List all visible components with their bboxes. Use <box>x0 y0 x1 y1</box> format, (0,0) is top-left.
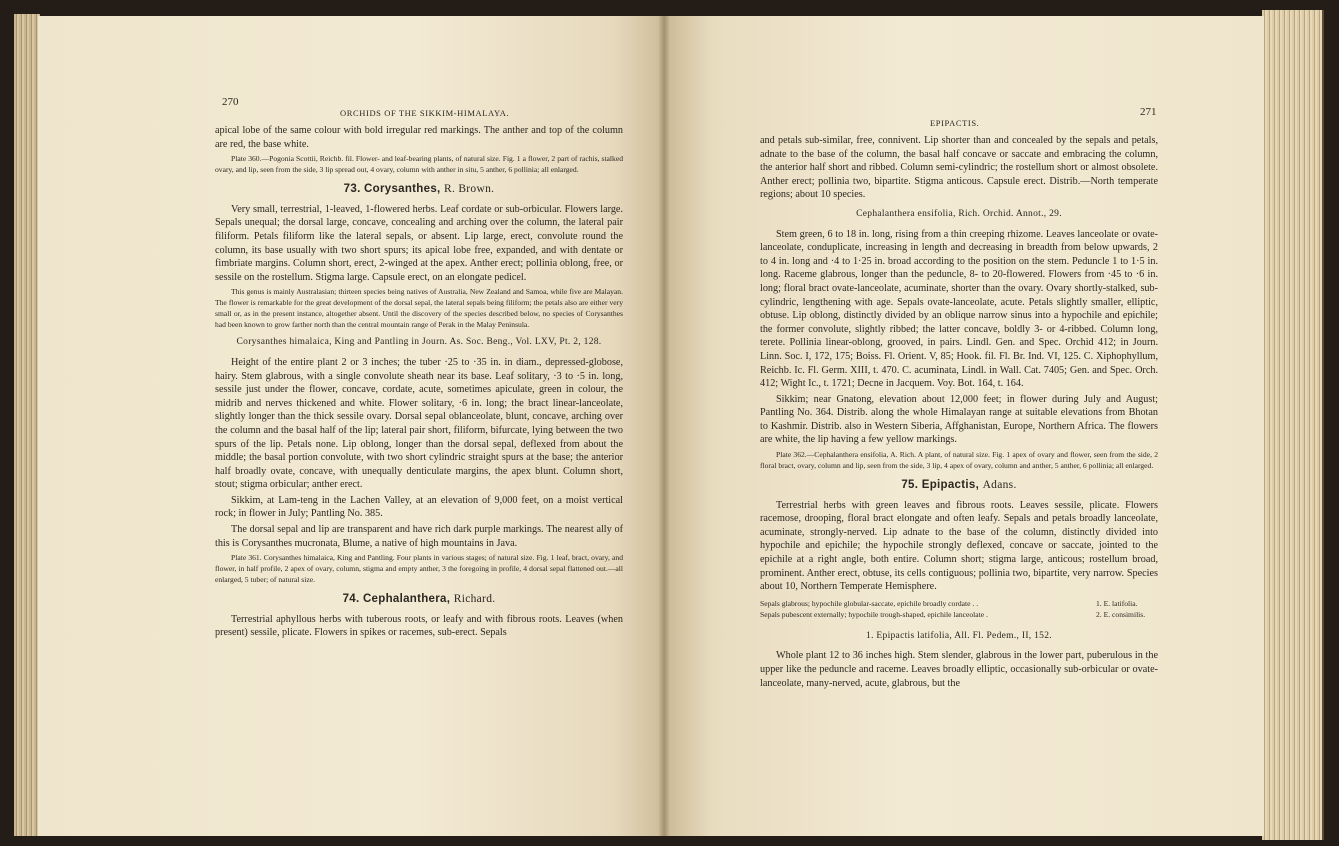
genus-author: Adans. <box>982 479 1017 492</box>
genus-heading <box>215 593 623 607</box>
genus-description: Very small, terrestrial, 1-leaved, 1-flowered herbs. Leaf cordate or sub-orbicular. Flowers large. Sepals unequal; the dorsal large, concave, concealing and arching over the column, the lateral pair filiform. Petals filiform like the lateral sepals, or absent. Lip large, erect, convolute round the column, its base usually with two short spurs; its apical lobe free, expanded, and with dentate or fimbriate margins. Column short, erect, 2-winged at the apex. Anther erect; pollinia oblong, free, or sessile on the rostellum. Stigma large. Capsule erect, on an elongate pedicel. <box>215 203 623 283</box>
genus-description: Terrestrial herbs with green leaves and fibrous roots. Leaves sessile, plicate. Flowers racemose, drooping, floral bract elongate and often leafy. Sepals and petals broadly lanceolate, acuminate, strongly-nerved. Lip adnate to the base of the column, distinctly divided into hypochile and epichile; the hypochile strongly deflexed, concave or saccate, jointed to the epichile at a right angle, both entire. Column short; stigma large, anticous; rostellum broad, prominent. Anther erect, obtuse, its cells contiguous; pollinia two, bipartite, very narrow. Species about 10, Northern Temperate Hemisphere. <box>760 499 1158 593</box>
plate-caption: Plate 362.—Cephalanthera ensifolia, A. Rich. A plant, of natural size. Fig. 1 apex of ovary and flower, seen from the side, 2 floral bract, ovary, column and lip, seen from the side, 3 lip, 4 apex of ovary, column and anther, 5 anther, 6 pollinia; all enlarged. <box>760 450 1158 471</box>
genus-author: R. Brown. <box>444 183 495 196</box>
left-page-text <box>215 124 623 642</box>
left-page-number: 270 <box>222 96 239 108</box>
species-description: Whole plant 12 to 36 inches high. Stem slender, glabrous in the lower part, puberulous in the upper like the peduncle and raceme. Leaves broadly elliptic, occasionally sub-orbicular or ovate-lanceolate, many-nerved, acute, glabrous, but the <box>760 650 1158 689</box>
genus-note: This genus is mainly Australasian; thirteen species being natives of Australia, New Zealand and Samoa, while five are Malayan. The flower is remarkable for the great development of the dorsal sepal, the lateral sepals being filiform; the petals also are either very small or, as in the present instance, altogether absent. Until the discovery of the species described below, no species of Corysanthes had been known to grow farther north than the central mountain range of Perak in the Malay Peninsula. <box>215 287 623 330</box>
key-species: 2. E. consimilis. <box>1096 609 1146 619</box>
left-page-edges <box>14 14 40 836</box>
key-row <box>760 609 1158 620</box>
key-row <box>760 598 1158 609</box>
right-page-edges <box>1262 10 1324 840</box>
species-note: The dorsal sepal and lip are transparent and have rich dark purple markings. The nearest ally of this is Corysanthes mucronata, Blume, a native of high mountains in Java. <box>215 524 623 549</box>
book-gutter <box>658 16 670 836</box>
species-locality: Sikkim; near Gnatong, elevation about 12,000 feet; in flower during July and August; Pantling No. 364. Distrib. along the whole Himalayan range at suitable elevations from Bhotan to Kashmir. Distrib. also in Western Siberia, Affghanistan, Europe, Northern Africa. The flowers are white, the lip having a few yellow markings. <box>760 393 1158 446</box>
right-running-head: EPIPACTIS. <box>930 118 980 128</box>
right-page-number: 271 <box>1140 106 1157 118</box>
right-page-text <box>760 134 1158 692</box>
genus-heading <box>760 479 1158 493</box>
genus-description: Terrestrial aphyllous herbs with tuberous roots, or leafy and with fibrous roots. Leaves (when present) sessile, plicate. Flowers in spikes or racemes, sub-erect. Sepals <box>215 613 623 639</box>
key-species: 1. E. latifolia. <box>1096 598 1138 608</box>
genus-heading <box>215 183 623 197</box>
key-text: Sepals pubescent externally; hypochile trough-shaped, epichile lanceolate . <box>760 609 988 619</box>
species-heading: 1. Epipactis latifolia, All. Fl. Pedem., II, 152. <box>866 630 1052 641</box>
species-description: Stem green, 6 to 18 in. long, rising from a thin creeping rhizome. Leaves lanceolate or ovate-lanceolate, conduplicate, increasing in length and decreasing in breadth from below upwards, 2 to 4 in. long and ·4 to 1·25 in. broad according to the position on the stem. Peduncle 1 to 1·5 in. long. Raceme glabrous, longer than the peduncle, 8- to 20-flowered. Flowers from ·45 to ·6 in. long; floral bract ovate-lanceolate, acuminate, shorter than the ovary. Ovary shortly-stalked, sub-cylindric, lengthening with age. Sepals ovate-lanceolate, acute. Petals slightly smaller, elliptic, obtuse. Lip oblong, distinctly divided by an oblique narrow sinus into a hypochile and epichile; the former convolute, slightly ribbed; the latter concave, boldly 3- or 4-ribbed. Column long, terete. Pollinia linear-oblong, grooved, in pairs. Lindl. Gen. and Spec. Orchid 412; in Journ. Linn. Soc. I, 172, 175; Boiss. Fl. Orient. V, 85; Hook. fil. Fl. Br. Ind. VI, 125. C. Xiphophyllum, Reichb. Ic. Fl. Germ. XIII, t. 470. C. acuminata, Lindl. in Wall. Cat. 7405; Gen. and Spec. Orch. 412; Wight Ic., t. 1721; Decne in Jacquem. Voy. Bot. 164, t. 164. <box>760 228 1158 390</box>
key-text: Sepals glabrous; hypochile globular-saccate, epichile broadly cordate . . <box>760 598 979 608</box>
species-locality: Sikkim, at Lam-teng in the Lachen Valley, at an elevation of 9,000 feet, on a moist vertical rock; in flower in July; Pantling No. 385. <box>215 494 623 520</box>
genus-author: Richard. <box>453 593 496 606</box>
plate-caption: Plate 361. Corysanthes himalaica, King and Pantling. Four plants in various stages; of natural size. Fig. 1 leaf, bract, ovary, and flower, in half profile, 2 apex of ovary, column, stigma and empty anther, 3 the foregoing in profile, 4 dorsal sepal flattened out.—all enlarged, 5 tuber; of natural size. <box>215 553 623 585</box>
left-running-head: ORCHIDS OF THE SIKKIM-HIMALAYA. <box>340 108 510 118</box>
plate-caption: Plate 360.—Pogonia Scottii, Reichb. fil. Flower- and leaf-bearing plants, of natural size. Fig. 1 a flower, 2 part of rachis, stalked ovary, and lip, seen from the side, 3 lip spread out, 4 ovary, column with anther in situ, 5 anther, 6 pollinia; all enlarged. <box>215 154 623 175</box>
species-heading: Cephalanthera ensifolia, Rich. Orchid. Annot., 29. <box>856 208 1062 219</box>
species-heading: Corysanthes himalaica, King and Pantling in Journ. As. Soc. Beng., Vol. LXV, Pt. 2, 128. <box>236 337 602 348</box>
paragraph: apical lobe of the same colour with bold irregular red markings. The anther and top of the column are red, the base white. <box>215 125 623 150</box>
genus-title: 73. Corysanthes, <box>343 183 441 196</box>
paragraph: and petals sub-similar, free, connivent. Lip shorter than and concealed by the sepals and petals, adnate to the base of the column, the basal half concave or saccate and embracing the column, the anterior half short and ribbed. Column semi-cylindric; the rostellum short or almost obsolete. Anther erect; pollinia two, bipartite. Stigma anticous. Capsule erect. Distrib.—North temperate regions; about 10 species. <box>760 135 1158 201</box>
genus-title: 74. Cephalanthera, <box>342 593 451 606</box>
genus-title: 75. Epipactis, <box>901 479 980 492</box>
species-description: Height of the entire plant 2 or 3 inches; the tuber ·25 to ·35 in. in diam., depressed-globose, hairy. Stem glabrous, with a single convolute sheath near its base. Leaf solitary, ·3 to ·5 in. long, sessile just under the flower, concave, cordate, acute, sometimes apiculate, green in colour, the midrib and nerves thickened and white. Flower solitary, ·6 in. long; the bract linear-lanceolate, slightly longer than the thick sessile ovary. Dorsal sepal oblanceolate, blunt, concave, arching over the column and the basal half of the lip; lateral pair short, filiform, bifurcate, lying between the two spurs of the lip. Petals none. Lip oblong, longer than the dorsal sepal, deflexed from about the middle; the basal portion convolute, with two short cylindric straight spurs at the base; the anterior half broadly ovate, concave, with unequally denticulate margins, the apex blunt. Column short, stout; stigma orbicular; anther erect. <box>215 356 623 491</box>
